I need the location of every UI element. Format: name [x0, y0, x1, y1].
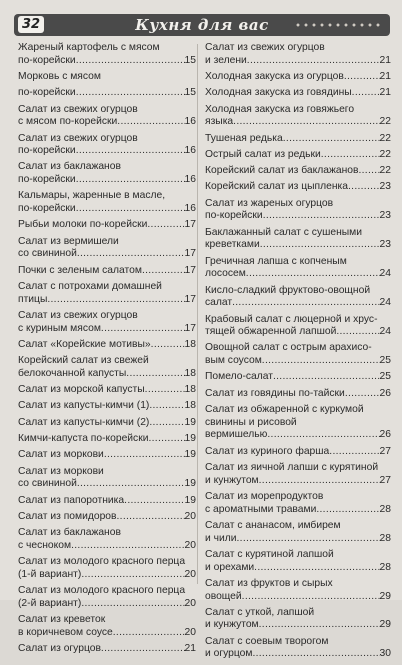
entry-page-number: 18 — [184, 384, 196, 396]
entry-title-line: овощей — [205, 590, 242, 602]
dot-leader — [345, 388, 380, 401]
entry-title-line: Салат из свежих огурцов — [18, 132, 138, 144]
entry-page-number: 23 — [379, 239, 391, 251]
contents-entry — [18, 161, 196, 186]
header-dots-ornament — [294, 23, 384, 27]
entry-title-line: и кунжутом — [205, 619, 259, 631]
entry-title-line: Корейский салат из свежей — [18, 355, 149, 367]
dot-leader — [76, 87, 185, 100]
entry-title-line: по-корейски — [18, 174, 76, 186]
contents-entry — [205, 342, 391, 367]
entry-title-line: Крабовый салат с люцерной и хрус- — [205, 313, 378, 325]
dot-leader — [76, 55, 185, 68]
entry-title-line: Корейский салат из цыпленка — [205, 181, 348, 193]
dot-leader — [232, 297, 379, 310]
entry-title-line: Салат из огурцов — [18, 642, 101, 654]
entry-title-line: и орехами — [205, 561, 255, 573]
entry-page-number: 17 — [184, 219, 196, 231]
dot-leader — [283, 133, 380, 146]
column-divider — [197, 44, 198, 584]
entry-page-number: 26 — [379, 429, 391, 441]
entry-title-line: и зелени — [205, 54, 247, 66]
dot-leader — [117, 116, 184, 129]
dot-leader — [77, 248, 185, 261]
contents-entry — [205, 404, 391, 442]
contents-entry — [18, 355, 196, 380]
entry-page-number: 16 — [184, 203, 196, 215]
entry-page-number: 26 — [379, 387, 391, 399]
entry-title-line: Салат из свежих огурцов — [18, 309, 138, 321]
dot-leader — [358, 165, 379, 178]
entry-title-line: лососем — [205, 268, 246, 280]
entry-title-line: Салат из капусты-кимчи (1) — [18, 400, 150, 412]
entry-title-line: (2-й вариант) — [18, 597, 82, 609]
contents-entry — [205, 165, 391, 178]
entry-page-number: 21 — [379, 54, 391, 66]
contents-entry — [18, 281, 196, 306]
entry-title-line: Жареный картофель с мясом — [18, 42, 160, 53]
dot-leader — [237, 533, 380, 546]
contents-entry — [18, 417, 196, 430]
contents-entry — [18, 87, 196, 100]
dot-leader — [76, 145, 185, 158]
entry-title-line: с мясом по-корейски — [18, 116, 118, 128]
contents-entry — [18, 236, 196, 261]
dot-leader — [101, 643, 185, 656]
dot-leader — [259, 475, 380, 488]
entry-title-line: Холодная закуска из огурцов — [205, 70, 344, 82]
entry-title-line: Морковь с мясом — [18, 70, 101, 82]
contents-entry — [205, 520, 391, 545]
entry-title-line: Салат из говядины по-тайски — [205, 387, 345, 399]
entry-title-line: Салат с курятиной лапшой — [205, 548, 334, 560]
entry-title-line: по-корейски — [205, 210, 263, 222]
contents-entry — [205, 104, 391, 129]
dot-leader — [117, 511, 185, 524]
dot-leader — [77, 478, 185, 491]
entry-title-line: Салат из куриного фарша — [205, 445, 330, 457]
entry-title-line: Холодная закуска из говяжьего — [205, 103, 355, 115]
entry-page-number: 29 — [379, 619, 391, 631]
entry-title-line: Салат из свежих огурцов — [18, 103, 138, 115]
entry-title-line: Овощной салат с острым арахисо- — [205, 342, 372, 354]
entry-title-line: Почки с зеленым салатом — [18, 264, 142, 276]
contents-entry — [205, 607, 391, 632]
entry-title-line: со свининой — [18, 248, 77, 260]
entry-title-line: Тушеная редька — [205, 132, 283, 144]
entry-page-number: 28 — [379, 503, 391, 515]
page-title: Кухня для вас — [135, 16, 269, 34]
dot-leader — [47, 294, 184, 307]
entry-page-number: 16 — [184, 174, 196, 186]
entry-page-number: 20 — [184, 510, 196, 522]
entry-title-line: Салат из вермишели — [18, 235, 119, 247]
entry-page-number: 18 — [184, 400, 196, 412]
entry-title-line: Острый салат из редьки — [205, 148, 321, 160]
entry-title-line: Корейский салат из баклажанов — [205, 165, 359, 177]
contents-entry — [205, 42, 391, 67]
entry-title-line: по-корейски — [18, 87, 76, 99]
entry-title-line: Рыбьи молоки по-корейски — [18, 219, 148, 231]
entry-title-line: по-корейски — [18, 54, 76, 66]
entry-title-line: Салат из свежих огурцов — [205, 42, 325, 53]
contents-entry — [18, 310, 196, 335]
dot-leader — [336, 326, 379, 339]
dot-leader — [76, 174, 185, 187]
entry-page-number: 25 — [379, 355, 391, 367]
dot-leader — [252, 648, 379, 661]
contents-entry — [18, 614, 196, 639]
entry-title-line: Салат из баклажанов — [18, 527, 121, 539]
dot-leader — [71, 540, 184, 553]
entry-title-line: Салат из помидоров — [18, 510, 117, 522]
entry-page-number: 19 — [184, 494, 196, 506]
entry-title-line: Салат с уткой, лапшой — [205, 606, 315, 618]
dot-leader — [267, 429, 379, 442]
entry-title-line: по-корейски — [18, 203, 76, 215]
contents-entry — [18, 219, 196, 232]
contents-entry — [205, 181, 391, 194]
contents-entry — [205, 388, 391, 401]
contents-left-column — [18, 42, 196, 659]
contents-entry — [205, 71, 391, 84]
entry-title-line: белокочанной капусты — [18, 367, 127, 379]
dot-leader — [259, 619, 380, 632]
entry-page-number: 22 — [379, 132, 391, 144]
contents-entry — [205, 149, 391, 162]
contents-entry — [18, 511, 196, 524]
dot-leader — [104, 449, 185, 462]
entry-title-line: по-корейски — [18, 145, 76, 157]
entry-page-number: 20 — [184, 597, 196, 609]
entry-title-line: Салат из баклажанов — [18, 161, 121, 173]
entry-title-line: Салат из капусты-кимчи (2) — [18, 416, 150, 428]
contents-entry — [205, 314, 391, 339]
entry-page-number: 28 — [379, 561, 391, 573]
contents-entry — [18, 527, 196, 552]
contents-entry — [18, 384, 196, 397]
entry-page-number: 22 — [379, 148, 391, 160]
dot-leader — [242, 591, 380, 604]
dot-leader — [348, 181, 380, 194]
contents-entry — [205, 491, 391, 516]
entry-title-line: Салат с потрохами домашней — [18, 280, 162, 292]
entry-page-number: 27 — [379, 474, 391, 486]
dot-leader — [273, 371, 380, 384]
dot-leader — [124, 495, 184, 508]
contents-entry — [18, 495, 196, 508]
dot-leader — [321, 149, 380, 162]
dot-leader — [254, 562, 379, 575]
entry-title-line: Салат с ананасом, имбирем — [205, 519, 341, 531]
dot-leader — [113, 627, 185, 640]
entry-title-line: с куриным мясом — [18, 322, 101, 334]
dot-leader — [126, 368, 184, 381]
contents-entry — [18, 556, 196, 581]
contents-entry — [18, 449, 196, 462]
entry-page-number: 30 — [379, 648, 391, 660]
dot-leader — [344, 71, 380, 84]
entry-title-line: вым соусом — [205, 355, 262, 367]
contents-entry — [205, 549, 391, 574]
entry-title-line: Салат из папоротника — [18, 494, 125, 506]
entry-title-line: Салат из моркови — [18, 465, 104, 477]
entry-title-line: вермишелью — [205, 429, 268, 441]
dot-leader — [145, 384, 185, 397]
entry-title-line: Салат из молодого красного перца — [18, 556, 186, 568]
dot-leader — [101, 323, 185, 336]
entry-title-line: Гречичная лапша с копченым — [205, 255, 347, 267]
contents-entry — [205, 87, 391, 100]
entry-page-number: 19 — [184, 478, 196, 490]
entry-title-line: Помело-салат — [205, 371, 273, 383]
entry-page-number: 20 — [184, 539, 196, 551]
entry-page-number: 17 — [184, 322, 196, 334]
dot-leader — [329, 446, 379, 459]
entry-page-number: 24 — [379, 268, 391, 280]
entry-title-line: Кисло-сладкий фруктово-овощной — [205, 284, 371, 296]
contents-entry — [205, 285, 391, 310]
dot-leader — [316, 504, 379, 517]
entry-title-line: Салат из морепродуктов — [205, 490, 324, 502]
entry-page-number: 28 — [379, 532, 391, 544]
entry-title-line: Салат из яичной лапши с курятиной — [205, 461, 379, 473]
entry-title-line: Салат «Корейские мотивы» — [18, 338, 151, 350]
contents-entry — [205, 636, 391, 661]
contents-entry — [205, 256, 391, 281]
contents-entry — [18, 71, 196, 84]
dot-leader — [260, 239, 380, 252]
entry-title-line: Холодная закуска из говядины — [205, 87, 352, 99]
contents-entry — [18, 433, 196, 446]
dot-leader — [81, 569, 184, 582]
contents-entry — [18, 133, 196, 158]
entry-title-line: (1-й вариант) — [18, 568, 82, 580]
entry-title-line: птицы — [18, 293, 48, 305]
entry-title-line: с чесноком — [18, 539, 72, 551]
entry-page-number: 15 — [184, 87, 196, 99]
entry-title-line: Салат из морской капусты — [18, 384, 145, 396]
entry-page-number: 21 — [379, 70, 391, 82]
contents-entry — [18, 104, 196, 129]
entry-title-line: Салат из обжаренной с куркумой — [205, 404, 364, 415]
page-number: 32 — [18, 16, 44, 33]
dot-leader — [352, 87, 380, 100]
dot-leader — [246, 268, 380, 281]
contents-entry — [205, 446, 391, 459]
entry-title-line: Кимчи-капуста по-корейски — [18, 432, 149, 444]
entry-title-line: и кунжутом — [205, 474, 259, 486]
dot-leader — [76, 203, 185, 216]
dot-leader — [142, 265, 185, 278]
entry-page-number: 21 — [184, 642, 196, 654]
contents-entry — [205, 198, 391, 223]
entry-page-number: 18 — [184, 338, 196, 350]
contents-entry — [205, 227, 391, 252]
dot-leader — [148, 433, 184, 446]
contents-right-column — [205, 42, 391, 665]
page-header — [14, 14, 390, 36]
entry-page-number: 16 — [184, 116, 196, 128]
contents-entry — [18, 400, 196, 413]
entry-page-number: 19 — [184, 416, 196, 428]
entry-title-line: со свининой — [18, 478, 77, 490]
contents-entry — [18, 466, 196, 491]
entry-title-line: и огурцом — [205, 648, 253, 660]
entry-title-line: свинины и рисовой — [205, 416, 297, 428]
dot-leader — [147, 219, 184, 232]
entry-page-number: 27 — [379, 445, 391, 457]
entry-title-line: с ароматными травами — [205, 503, 317, 515]
entry-title-line: Салат из моркови — [18, 449, 104, 461]
contents-entry — [18, 265, 196, 278]
entry-page-number: 17 — [184, 293, 196, 305]
dot-leader — [233, 116, 379, 129]
entry-title-line: Салат с соевым творогом — [205, 635, 329, 647]
entry-page-number: 19 — [184, 432, 196, 444]
entry-page-number: 21 — [379, 87, 391, 99]
entry-title-line: Салат из жареных огурцов — [205, 197, 334, 209]
entry-page-number: 29 — [379, 590, 391, 602]
dot-leader — [151, 339, 185, 352]
contents-entry — [205, 578, 391, 603]
entry-title-line: тящей обжаренной лапшой — [205, 326, 337, 338]
entry-page-number: 25 — [379, 371, 391, 383]
entry-page-number: 17 — [184, 248, 196, 260]
entry-title-line: Салат из фруктов и сырых — [205, 577, 333, 589]
entry-page-number: 23 — [379, 210, 391, 222]
entry-title-line: Салат из молодого красного перца — [18, 585, 186, 596]
contents-entry — [205, 133, 391, 146]
entry-page-number: 20 — [184, 568, 196, 580]
dot-leader — [247, 55, 380, 68]
entry-title-line: языка — [205, 116, 234, 128]
entry-page-number: 23 — [379, 181, 391, 193]
contents-entry — [18, 42, 196, 67]
contents-entry — [18, 585, 196, 610]
contents-entry — [18, 190, 196, 215]
entry-page-number: 20 — [184, 626, 196, 638]
entry-title-line: Кальмары, жаренные в масле, — [18, 190, 166, 202]
entry-page-number: 22 — [379, 165, 391, 177]
dot-leader — [149, 400, 184, 413]
entry-page-number: 15 — [184, 54, 196, 66]
entry-page-number: 16 — [184, 145, 196, 157]
contents-entry — [205, 371, 391, 384]
entry-page-number: 17 — [184, 264, 196, 276]
entry-title-line: салат — [205, 297, 233, 309]
dot-leader — [262, 355, 380, 368]
contents-entry — [18, 339, 196, 352]
dot-leader — [149, 417, 184, 430]
entry-page-number: 22 — [379, 116, 391, 128]
entry-title-line: в коричневом соусе — [18, 626, 113, 638]
dot-leader — [263, 210, 380, 223]
contents-entry — [205, 462, 391, 487]
entry-page-number: 19 — [184, 449, 196, 461]
entry-page-number: 24 — [379, 326, 391, 338]
entry-page-number: 18 — [184, 367, 196, 379]
entry-title-line: креветками — [205, 239, 260, 251]
entry-title-line: Баклажанный салат с сушеными — [205, 226, 363, 238]
entry-title-line: и чили — [205, 532, 237, 544]
entry-page-number: 24 — [379, 297, 391, 309]
contents-entry — [18, 643, 196, 656]
entry-title-line: Салат из креветок — [18, 613, 106, 625]
